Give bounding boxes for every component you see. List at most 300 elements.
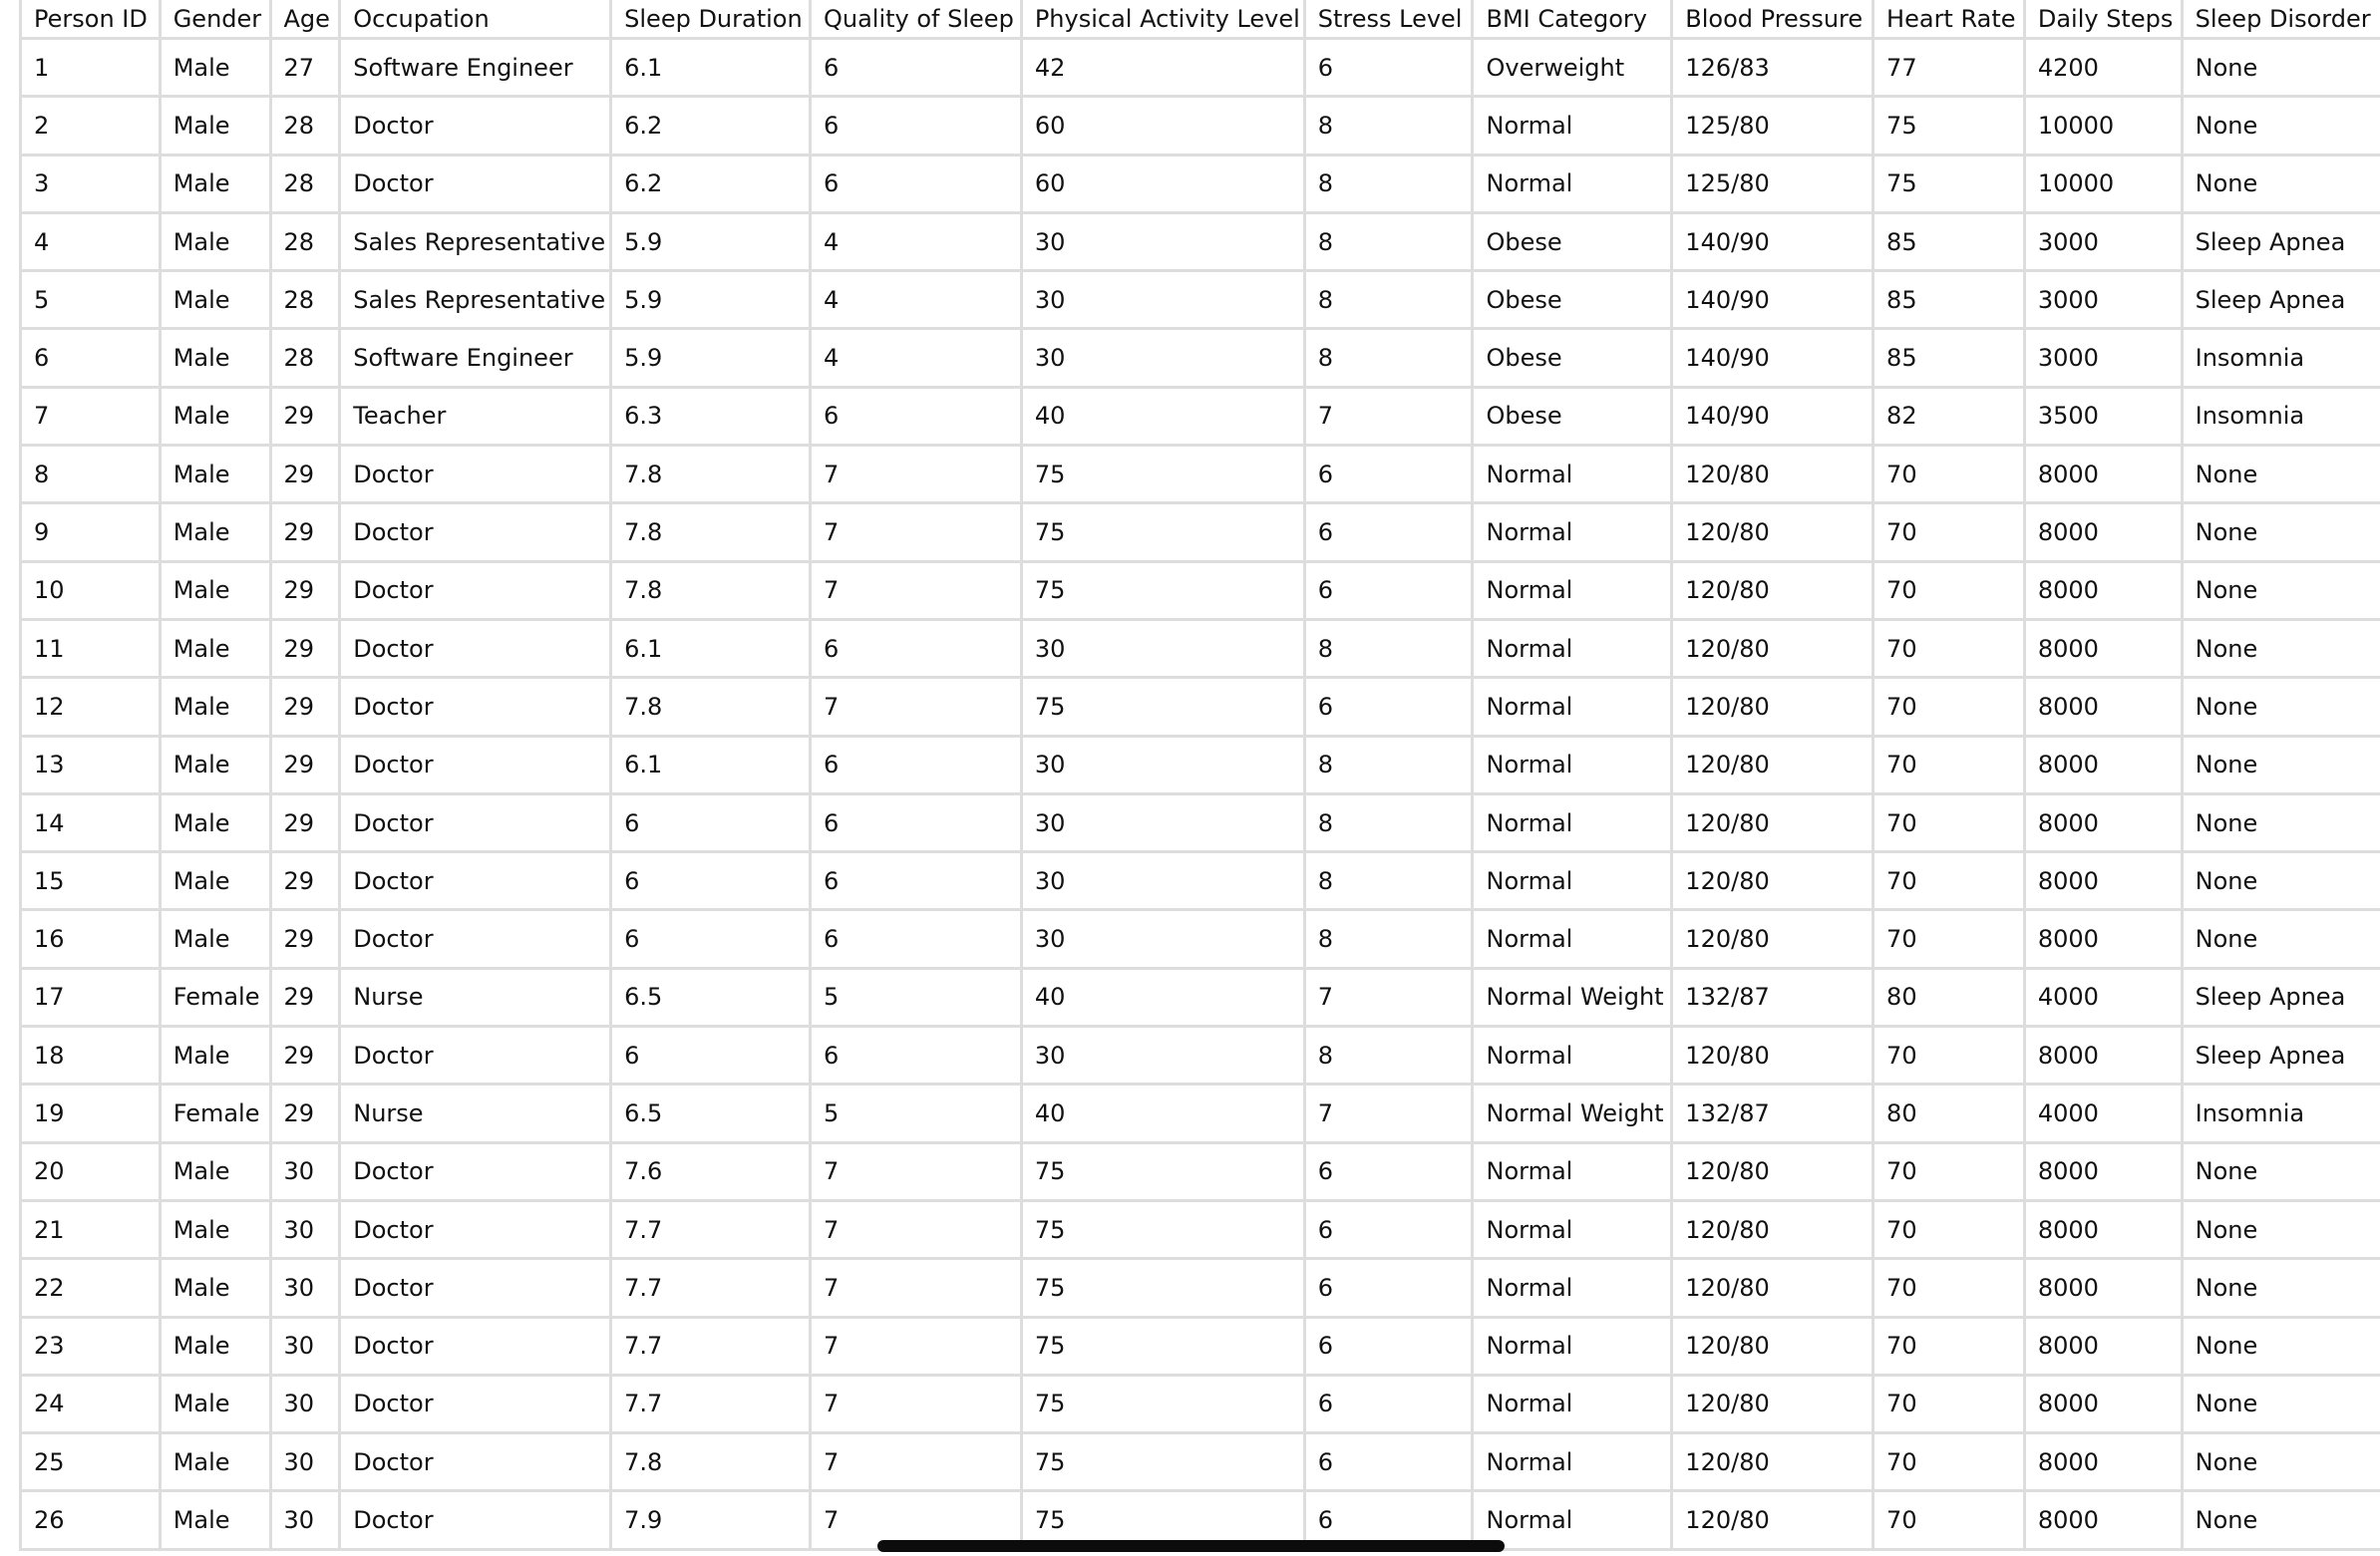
cell-physical-activity-level[interactable]: 75 (1021, 1317, 1304, 1375)
cell-stress-level[interactable]: 8 (1304, 97, 1473, 155)
cell-blood-pressure[interactable]: 126/83 (1672, 39, 1873, 97)
cell-physical-activity-level[interactable]: 75 (1021, 446, 1304, 503)
cell-blood-pressure[interactable]: 120/80 (1672, 503, 1873, 561)
cell-physical-activity-level[interactable]: 75 (1021, 1491, 1304, 1549)
cell-sleep-disorder[interactable]: None (2182, 446, 2380, 503)
cell-gender[interactable]: Male (160, 678, 270, 736)
cell-heart-rate[interactable]: 70 (1873, 1491, 2025, 1549)
cell-sleep-duration[interactable]: 7.7 (611, 1200, 811, 1258)
cell-sleep-disorder[interactable]: Insomnia (2182, 329, 2380, 387)
cell-bmi-category[interactable]: Normal (1473, 678, 1672, 736)
cell-person-id[interactable]: 16 (21, 910, 161, 968)
cell-quality-of-sleep[interactable]: 6 (810, 852, 1021, 910)
cell-occupation[interactable]: Doctor (340, 561, 611, 619)
cell-bmi-category[interactable]: Normal (1473, 1317, 1672, 1375)
cell-daily-steps[interactable]: 3000 (2024, 271, 2182, 329)
cell-person-id[interactable]: 11 (21, 619, 161, 677)
cell-heart-rate[interactable]: 70 (1873, 793, 2025, 851)
cell-quality-of-sleep[interactable]: 6 (810, 1027, 1021, 1085)
cell-occupation[interactable]: Doctor (340, 678, 611, 736)
cell-heart-rate[interactable]: 70 (1873, 503, 2025, 561)
cell-heart-rate[interactable]: 70 (1873, 1375, 2025, 1432)
cell-physical-activity-level[interactable]: 30 (1021, 329, 1304, 387)
cell-bmi-category[interactable]: Normal (1473, 1433, 1672, 1491)
cell-quality-of-sleep[interactable]: 7 (810, 503, 1021, 561)
cell-occupation[interactable]: Doctor (340, 1433, 611, 1491)
cell-quality-of-sleep[interactable]: 7 (810, 446, 1021, 503)
cell-heart-rate[interactable]: 70 (1873, 1200, 2025, 1258)
cell-bmi-category[interactable]: Obese (1473, 387, 1672, 445)
cell-sleep-disorder[interactable]: None (2182, 678, 2380, 736)
cell-person-id[interactable]: 7 (21, 387, 161, 445)
cell-person-id[interactable]: 24 (21, 1375, 161, 1432)
home-indicator-bar[interactable] (877, 1540, 1505, 1552)
cell-gender[interactable]: Male (160, 1200, 270, 1258)
cell-sleep-disorder[interactable]: Sleep Apnea (2182, 271, 2380, 329)
cell-sleep-disorder[interactable]: None (2182, 1259, 2380, 1317)
cell-bmi-category[interactable]: Normal (1473, 1142, 1672, 1200)
cell-physical-activity-level[interactable]: 75 (1021, 503, 1304, 561)
table-row[interactable] (21, 1200, 2380, 1258)
cell-daily-steps[interactable]: 8000 (2024, 503, 2182, 561)
cell-sleep-disorder[interactable]: None (2182, 155, 2380, 212)
cell-daily-steps[interactable]: 8000 (2024, 1259, 2182, 1317)
cell-stress-level[interactable]: 6 (1304, 1317, 1473, 1375)
cell-quality-of-sleep[interactable]: 7 (810, 1259, 1021, 1317)
cell-daily-steps[interactable]: 8000 (2024, 1317, 2182, 1375)
cell-bmi-category[interactable]: Normal (1473, 852, 1672, 910)
cell-blood-pressure[interactable]: 120/80 (1672, 678, 1873, 736)
cell-age[interactable]: 29 (270, 678, 340, 736)
cell-physical-activity-level[interactable]: 75 (1021, 1433, 1304, 1491)
cell-quality-of-sleep[interactable]: 4 (810, 271, 1021, 329)
table-row[interactable] (21, 387, 2380, 445)
cell-person-id[interactable]: 1 (21, 39, 161, 97)
cell-person-id[interactable]: 23 (21, 1317, 161, 1375)
cell-blood-pressure[interactable]: 120/80 (1672, 1259, 1873, 1317)
cell-occupation[interactable]: Doctor (340, 1491, 611, 1549)
cell-quality-of-sleep[interactable]: 6 (810, 97, 1021, 155)
cell-sleep-disorder[interactable]: Insomnia (2182, 387, 2380, 445)
cell-sleep-duration[interactable]: 6.2 (611, 155, 811, 212)
cell-age[interactable]: 30 (270, 1375, 340, 1432)
cell-blood-pressure[interactable]: 132/87 (1672, 1085, 1873, 1142)
cell-quality-of-sleep[interactable]: 5 (810, 1085, 1021, 1142)
cell-sleep-duration[interactable]: 6.1 (611, 39, 811, 97)
cell-sleep-disorder[interactable]: Sleep Apnea (2182, 212, 2380, 270)
cell-daily-steps[interactable]: 8000 (2024, 910, 2182, 968)
cell-daily-steps[interactable]: 4000 (2024, 1085, 2182, 1142)
cell-blood-pressure[interactable]: 120/80 (1672, 1317, 1873, 1375)
cell-stress-level[interactable]: 6 (1304, 1433, 1473, 1491)
cell-stress-level[interactable]: 7 (1304, 387, 1473, 445)
table-row[interactable] (21, 1085, 2380, 1142)
cell-sleep-duration[interactable]: 6 (611, 852, 811, 910)
cell-gender[interactable]: Male (160, 736, 270, 793)
cell-blood-pressure[interactable]: 125/80 (1672, 155, 1873, 212)
column-header-quality-of-sleep[interactable]: Quality of Sleep (810, 0, 1021, 39)
table-row[interactable] (21, 1433, 2380, 1491)
cell-blood-pressure[interactable]: 120/80 (1672, 1200, 1873, 1258)
cell-blood-pressure[interactable]: 120/80 (1672, 910, 1873, 968)
table-row[interactable] (21, 678, 2380, 736)
cell-quality-of-sleep[interactable]: 7 (810, 1142, 1021, 1200)
table-row[interactable] (21, 1259, 2380, 1317)
cell-quality-of-sleep[interactable]: 7 (810, 1375, 1021, 1432)
cell-bmi-category[interactable]: Overweight (1473, 39, 1672, 97)
cell-age[interactable]: 30 (270, 1317, 340, 1375)
cell-quality-of-sleep[interactable]: 6 (810, 619, 1021, 677)
cell-age[interactable]: 29 (270, 619, 340, 677)
column-header-person-id[interactable]: Person ID (21, 0, 161, 39)
table-row[interactable] (21, 561, 2380, 619)
cell-physical-activity-level[interactable]: 40 (1021, 387, 1304, 445)
cell-stress-level[interactable]: 8 (1304, 212, 1473, 270)
table-row[interactable] (21, 968, 2380, 1026)
cell-sleep-duration[interactable]: 6.1 (611, 619, 811, 677)
cell-heart-rate[interactable]: 70 (1873, 736, 2025, 793)
cell-heart-rate[interactable]: 85 (1873, 329, 2025, 387)
table-row[interactable] (21, 39, 2380, 97)
cell-physical-activity-level[interactable]: 75 (1021, 1142, 1304, 1200)
cell-blood-pressure[interactable]: 140/90 (1672, 329, 1873, 387)
cell-person-id[interactable]: 18 (21, 1027, 161, 1085)
cell-stress-level[interactable]: 8 (1304, 1027, 1473, 1085)
cell-bmi-category[interactable]: Normal (1473, 561, 1672, 619)
cell-stress-level[interactable]: 8 (1304, 271, 1473, 329)
cell-occupation[interactable]: Doctor (340, 1027, 611, 1085)
cell-stress-level[interactable]: 8 (1304, 329, 1473, 387)
table-row[interactable] (21, 852, 2380, 910)
cell-sleep-disorder[interactable]: Sleep Apnea (2182, 1027, 2380, 1085)
cell-bmi-category[interactable]: Normal (1473, 1259, 1672, 1317)
cell-bmi-category[interactable]: Normal (1473, 446, 1672, 503)
cell-person-id[interactable]: 26 (21, 1491, 161, 1549)
cell-sleep-duration[interactable]: 6.2 (611, 97, 811, 155)
cell-daily-steps[interactable]: 8000 (2024, 1142, 2182, 1200)
cell-person-id[interactable]: 2 (21, 97, 161, 155)
column-header-bmi-category[interactable]: BMI Category (1473, 0, 1672, 39)
cell-stress-level[interactable]: 6 (1304, 446, 1473, 503)
table-row[interactable] (21, 1375, 2380, 1432)
cell-heart-rate[interactable]: 70 (1873, 1317, 2025, 1375)
cell-sleep-disorder[interactable]: None (2182, 736, 2380, 793)
cell-blood-pressure[interactable]: 120/80 (1672, 561, 1873, 619)
cell-gender[interactable]: Male (160, 1491, 270, 1549)
cell-sleep-duration[interactable]: 7.8 (611, 446, 811, 503)
table-row[interactable] (21, 446, 2380, 503)
cell-sleep-disorder[interactable]: None (2182, 852, 2380, 910)
cell-gender[interactable]: Male (160, 1433, 270, 1491)
table-row[interactable] (21, 97, 2380, 155)
cell-occupation[interactable]: Doctor (340, 1317, 611, 1375)
cell-occupation[interactable]: Nurse (340, 968, 611, 1026)
cell-stress-level[interactable]: 8 (1304, 910, 1473, 968)
cell-heart-rate[interactable]: 85 (1873, 271, 2025, 329)
cell-sleep-disorder[interactable]: None (2182, 1375, 2380, 1432)
cell-age[interactable]: 28 (270, 329, 340, 387)
cell-bmi-category[interactable]: Normal (1473, 503, 1672, 561)
cell-heart-rate[interactable]: 70 (1873, 678, 2025, 736)
cell-heart-rate[interactable]: 70 (1873, 1142, 2025, 1200)
cell-blood-pressure[interactable]: 120/80 (1672, 852, 1873, 910)
cell-heart-rate[interactable]: 75 (1873, 155, 2025, 212)
cell-occupation[interactable]: Teacher (340, 387, 611, 445)
cell-heart-rate[interactable]: 70 (1873, 619, 2025, 677)
cell-age[interactable]: 30 (270, 1142, 340, 1200)
cell-age[interactable]: 29 (270, 852, 340, 910)
cell-age[interactable]: 27 (270, 39, 340, 97)
cell-sleep-duration[interactable]: 6.1 (611, 736, 811, 793)
column-header-age[interactable]: Age (270, 0, 340, 39)
cell-blood-pressure[interactable]: 140/90 (1672, 271, 1873, 329)
cell-daily-steps[interactable]: 8000 (2024, 736, 2182, 793)
cell-gender[interactable]: Male (160, 446, 270, 503)
cell-bmi-category[interactable]: Normal (1473, 793, 1672, 851)
cell-daily-steps[interactable]: 10000 (2024, 97, 2182, 155)
cell-person-id[interactable]: 5 (21, 271, 161, 329)
cell-gender[interactable]: Female (160, 1085, 270, 1142)
cell-blood-pressure[interactable]: 120/80 (1672, 736, 1873, 793)
cell-sleep-disorder[interactable]: None (2182, 97, 2380, 155)
cell-sleep-disorder[interactable]: None (2182, 793, 2380, 851)
cell-bmi-category[interactable]: Normal (1473, 1027, 1672, 1085)
cell-sleep-disorder[interactable]: None (2182, 619, 2380, 677)
cell-sleep-disorder[interactable]: None (2182, 1317, 2380, 1375)
cell-daily-steps[interactable]: 8000 (2024, 1200, 2182, 1258)
cell-quality-of-sleep[interactable]: 6 (810, 736, 1021, 793)
cell-person-id[interactable]: 8 (21, 446, 161, 503)
cell-person-id[interactable]: 3 (21, 155, 161, 212)
cell-bmi-category[interactable]: Normal (1473, 97, 1672, 155)
cell-quality-of-sleep[interactable]: 6 (810, 910, 1021, 968)
cell-gender[interactable]: Male (160, 910, 270, 968)
cell-sleep-duration[interactable]: 7.7 (611, 1375, 811, 1432)
cell-sleep-duration[interactable]: 7.8 (611, 678, 811, 736)
column-header-gender[interactable]: Gender (160, 0, 270, 39)
cell-person-id[interactable]: 4 (21, 212, 161, 270)
cell-daily-steps[interactable]: 8000 (2024, 619, 2182, 677)
cell-occupation[interactable]: Doctor (340, 793, 611, 851)
cell-sleep-duration[interactable]: 5.9 (611, 329, 811, 387)
cell-stress-level[interactable]: 7 (1304, 1085, 1473, 1142)
cell-daily-steps[interactable]: 8000 (2024, 852, 2182, 910)
cell-physical-activity-level[interactable]: 30 (1021, 619, 1304, 677)
table-row[interactable] (21, 619, 2380, 677)
cell-blood-pressure[interactable]: 120/80 (1672, 619, 1873, 677)
cell-gender[interactable]: Male (160, 39, 270, 97)
cell-sleep-disorder[interactable]: None (2182, 503, 2380, 561)
cell-gender[interactable]: Male (160, 1375, 270, 1432)
cell-occupation[interactable]: Doctor (340, 619, 611, 677)
cell-physical-activity-level[interactable]: 60 (1021, 97, 1304, 155)
cell-bmi-category[interactable]: Normal (1473, 155, 1672, 212)
cell-age[interactable]: 28 (270, 271, 340, 329)
cell-quality-of-sleep[interactable]: 6 (810, 387, 1021, 445)
cell-sleep-duration[interactable]: 6.5 (611, 1085, 811, 1142)
cell-person-id[interactable]: 10 (21, 561, 161, 619)
cell-age[interactable]: 29 (270, 1085, 340, 1142)
cell-daily-steps[interactable]: 8000 (2024, 446, 2182, 503)
table-row[interactable] (21, 1317, 2380, 1375)
cell-occupation[interactable]: Doctor (340, 852, 611, 910)
cell-quality-of-sleep[interactable]: 6 (810, 39, 1021, 97)
cell-occupation[interactable]: Doctor (340, 1142, 611, 1200)
cell-age[interactable]: 30 (270, 1259, 340, 1317)
cell-blood-pressure[interactable]: 120/80 (1672, 1433, 1873, 1491)
cell-bmi-category[interactable]: Normal (1473, 1491, 1672, 1549)
cell-heart-rate[interactable]: 75 (1873, 97, 2025, 155)
table-row[interactable] (21, 212, 2380, 270)
cell-bmi-category[interactable]: Obese (1473, 271, 1672, 329)
cell-gender[interactable]: Female (160, 968, 270, 1026)
cell-quality-of-sleep[interactable]: 7 (810, 1491, 1021, 1549)
column-header-physical-activity-level[interactable]: Physical Activity Level (1021, 0, 1304, 39)
cell-heart-rate[interactable]: 70 (1873, 446, 2025, 503)
cell-daily-steps[interactable]: 3000 (2024, 212, 2182, 270)
table-row[interactable] (21, 503, 2380, 561)
column-header-daily-steps[interactable]: Daily Steps (2024, 0, 2182, 39)
cell-age[interactable]: 29 (270, 910, 340, 968)
cell-physical-activity-level[interactable]: 30 (1021, 1027, 1304, 1085)
cell-bmi-category[interactable]: Normal (1473, 736, 1672, 793)
cell-physical-activity-level[interactable]: 30 (1021, 736, 1304, 793)
table-row[interactable] (21, 271, 2380, 329)
cell-heart-rate[interactable]: 70 (1873, 1433, 2025, 1491)
cell-quality-of-sleep[interactable]: 7 (810, 1433, 1021, 1491)
cell-person-id[interactable]: 17 (21, 968, 161, 1026)
cell-occupation[interactable]: Sales Representative (340, 212, 611, 270)
cell-bmi-category[interactable]: Normal (1473, 910, 1672, 968)
cell-sleep-duration[interactable]: 7.8 (611, 1433, 811, 1491)
cell-age[interactable]: 29 (270, 793, 340, 851)
cell-gender[interactable]: Male (160, 1317, 270, 1375)
cell-sleep-duration[interactable]: 5.9 (611, 212, 811, 270)
column-header-occupation[interactable]: Occupation (340, 0, 611, 39)
cell-physical-activity-level[interactable]: 40 (1021, 968, 1304, 1026)
cell-daily-steps[interactable]: 8000 (2024, 561, 2182, 619)
cell-age[interactable]: 29 (270, 387, 340, 445)
column-header-sleep-disorder[interactable]: Sleep Disorder (2182, 0, 2380, 39)
cell-daily-steps[interactable]: 3000 (2024, 329, 2182, 387)
cell-heart-rate[interactable]: 82 (1873, 387, 2025, 445)
cell-gender[interactable]: Male (160, 155, 270, 212)
cell-daily-steps[interactable]: 8000 (2024, 1433, 2182, 1491)
cell-gender[interactable]: Male (160, 97, 270, 155)
cell-age[interactable]: 28 (270, 97, 340, 155)
cell-blood-pressure[interactable]: 120/80 (1672, 1375, 1873, 1432)
cell-gender[interactable]: Male (160, 852, 270, 910)
cell-quality-of-sleep[interactable]: 6 (810, 793, 1021, 851)
cell-heart-rate[interactable]: 70 (1873, 910, 2025, 968)
cell-daily-steps[interactable]: 8000 (2024, 1491, 2182, 1549)
cell-stress-level[interactable]: 6 (1304, 503, 1473, 561)
cell-sleep-disorder[interactable]: None (2182, 561, 2380, 619)
column-header-stress-level[interactable]: Stress Level (1304, 0, 1473, 39)
cell-sleep-duration[interactable]: 6.5 (611, 968, 811, 1026)
cell-blood-pressure[interactable]: 120/80 (1672, 1027, 1873, 1085)
cell-daily-steps[interactable]: 4200 (2024, 39, 2182, 97)
cell-physical-activity-level[interactable]: 40 (1021, 1085, 1304, 1142)
cell-person-id[interactable]: 21 (21, 1200, 161, 1258)
cell-sleep-disorder[interactable]: None (2182, 1200, 2380, 1258)
cell-gender[interactable]: Male (160, 1027, 270, 1085)
cell-sleep-disorder[interactable]: None (2182, 39, 2380, 97)
column-header-heart-rate[interactable]: Heart Rate (1873, 0, 2025, 39)
cell-occupation[interactable]: Doctor (340, 1259, 611, 1317)
cell-age[interactable]: 28 (270, 212, 340, 270)
cell-sleep-duration[interactable]: 6 (611, 910, 811, 968)
cell-stress-level[interactable]: 6 (1304, 561, 1473, 619)
cell-blood-pressure[interactable]: 120/80 (1672, 1491, 1873, 1549)
cell-stress-level[interactable]: 6 (1304, 1491, 1473, 1549)
cell-heart-rate[interactable]: 70 (1873, 1027, 2025, 1085)
cell-occupation[interactable]: Software Engineer (340, 329, 611, 387)
cell-blood-pressure[interactable]: 140/90 (1672, 212, 1873, 270)
cell-age[interactable]: 29 (270, 736, 340, 793)
cell-stress-level[interactable]: 8 (1304, 793, 1473, 851)
cell-daily-steps[interactable]: 3500 (2024, 387, 2182, 445)
cell-physical-activity-level[interactable]: 75 (1021, 1375, 1304, 1432)
cell-bmi-category[interactable]: Normal (1473, 619, 1672, 677)
cell-quality-of-sleep[interactable]: 7 (810, 1200, 1021, 1258)
cell-stress-level[interactable]: 6 (1304, 1200, 1473, 1258)
cell-bmi-category[interactable]: Normal Weight (1473, 1085, 1672, 1142)
cell-heart-rate[interactable]: 80 (1873, 1085, 2025, 1142)
cell-bmi-category[interactable]: Obese (1473, 212, 1672, 270)
cell-sleep-duration[interactable]: 7.9 (611, 1491, 811, 1549)
cell-age[interactable]: 30 (270, 1491, 340, 1549)
cell-gender[interactable]: Male (160, 561, 270, 619)
cell-physical-activity-level[interactable]: 30 (1021, 793, 1304, 851)
cell-age[interactable]: 29 (270, 561, 340, 619)
cell-age[interactable]: 30 (270, 1200, 340, 1258)
cell-daily-steps[interactable]: 8000 (2024, 1027, 2182, 1085)
cell-physical-activity-level[interactable]: 30 (1021, 852, 1304, 910)
cell-sleep-duration[interactable]: 7.7 (611, 1259, 811, 1317)
cell-stress-level[interactable]: 8 (1304, 852, 1473, 910)
cell-person-id[interactable]: 20 (21, 1142, 161, 1200)
cell-physical-activity-level[interactable]: 60 (1021, 155, 1304, 212)
cell-gender[interactable]: Male (160, 271, 270, 329)
cell-stress-level[interactable]: 6 (1304, 678, 1473, 736)
cell-stress-level[interactable]: 6 (1304, 1259, 1473, 1317)
cell-sleep-duration[interactable]: 7.6 (611, 1142, 811, 1200)
cell-stress-level[interactable]: 6 (1304, 1375, 1473, 1432)
cell-age[interactable]: 29 (270, 968, 340, 1026)
cell-daily-steps[interactable]: 4000 (2024, 968, 2182, 1026)
cell-physical-activity-level[interactable]: 75 (1021, 561, 1304, 619)
cell-heart-rate[interactable]: 70 (1873, 561, 2025, 619)
cell-occupation[interactable]: Doctor (340, 446, 611, 503)
table-row[interactable] (21, 155, 2380, 212)
cell-blood-pressure[interactable]: 125/80 (1672, 97, 1873, 155)
table-row[interactable] (21, 910, 2380, 968)
cell-occupation[interactable]: Doctor (340, 1375, 611, 1432)
cell-stress-level[interactable]: 6 (1304, 1142, 1473, 1200)
cell-sleep-duration[interactable]: 6.3 (611, 387, 811, 445)
cell-physical-activity-level[interactable]: 30 (1021, 910, 1304, 968)
cell-quality-of-sleep[interactable]: 5 (810, 968, 1021, 1026)
cell-age[interactable]: 29 (270, 503, 340, 561)
cell-person-id[interactable]: 19 (21, 1085, 161, 1142)
cell-daily-steps[interactable]: 10000 (2024, 155, 2182, 212)
cell-gender[interactable]: Male (160, 1142, 270, 1200)
cell-occupation[interactable]: Doctor (340, 910, 611, 968)
cell-blood-pressure[interactable]: 132/87 (1672, 968, 1873, 1026)
cell-occupation[interactable]: Doctor (340, 736, 611, 793)
table-row[interactable] (21, 736, 2380, 793)
